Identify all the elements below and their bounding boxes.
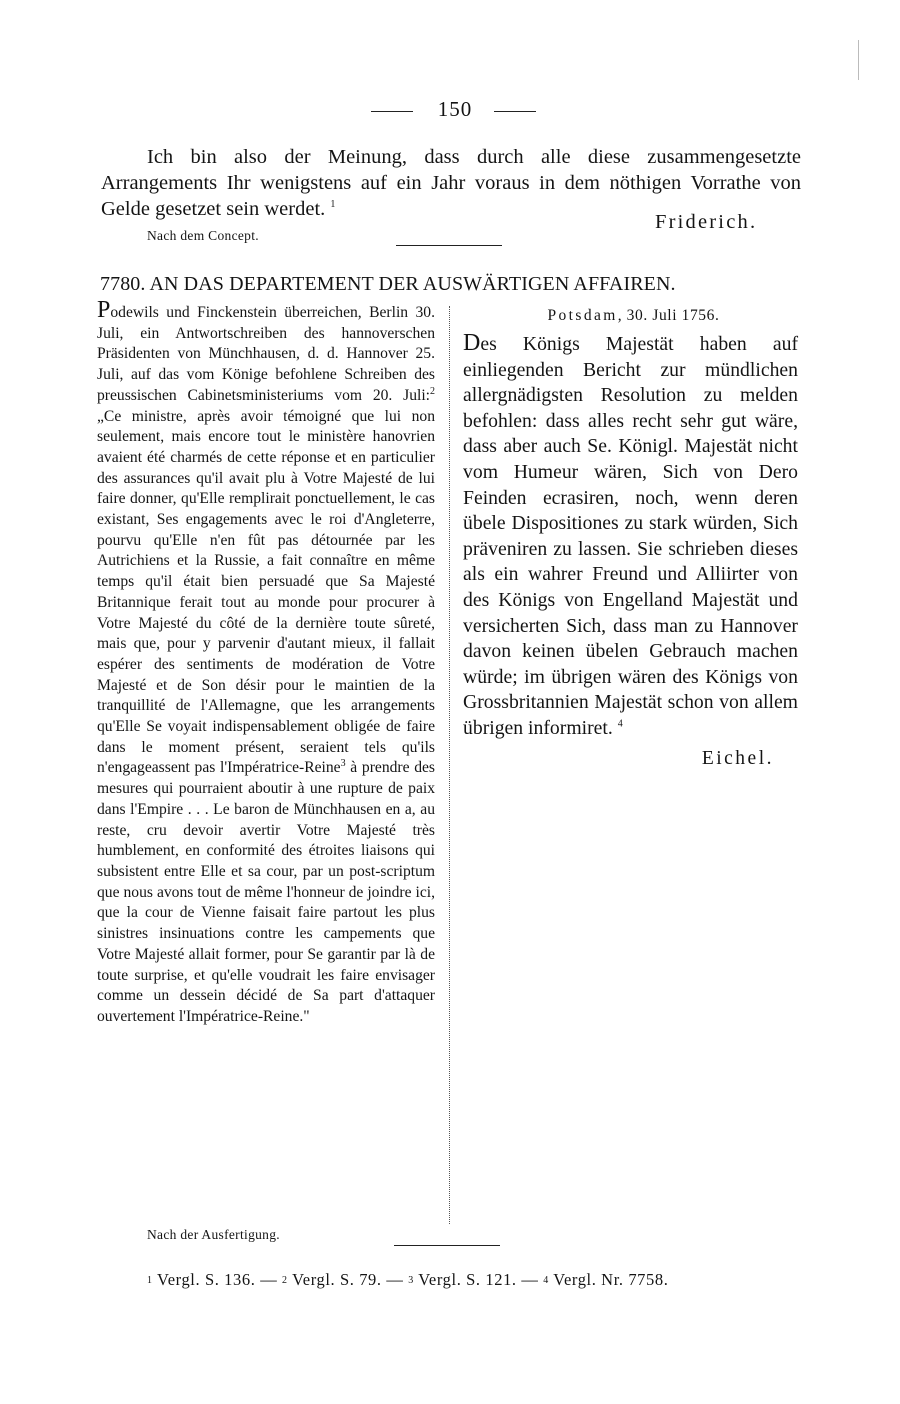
- footnote-ref: 2: [430, 385, 435, 397]
- document-number: 7780.: [100, 273, 146, 295]
- document-heading: [100, 273, 800, 296]
- page-number-dash-left: [371, 111, 413, 112]
- page-number-text: 150: [437, 97, 473, 121]
- footnote-ref: 3: [340, 758, 346, 770]
- right-text: [463, 332, 798, 742]
- footnote-number: 2: [282, 1275, 288, 1286]
- drop-initial-left: P: [97, 297, 111, 323]
- footnote-number: 1: [147, 1275, 153, 1286]
- left-text-part3: à prendre des mesures qui pourraient aboutir à une rupture de paix dans l'Empire . . . Le baron de Münchhausen en a, au reste, cru devoir avertir Votre Majesté très humblement, en conformité des étroites liaisons qui subsistent entre Elle et sa cour, par un post-scriptum que nous avons tout de même l'honneur de joindre ici, que la cour de Vienne faisait faire partout les plus sinistres insinuations contre les campements que Votre Majesté allait former, pour Se garantir par là de toute surprise, et qu'elle voudrait les faire envisager comme un dessein décidé de Sa part d'attaquer ouvertement l'Impératrice-Reine.": [97, 759, 436, 1025]
- footnote-separator: —: [386, 1270, 404, 1289]
- date: , 30. Juli 1756.: [617, 307, 720, 324]
- left-text-part1: odewils und Finckenstein überreichen, Berlin 30. Juli, ein Antwortschreiben des hannoverschen Präsidenten von Münchhausen, d. d. Hannover 25. Juli, auf das vom Könige befohlene Schreiben des preussischen Cabinetsministeriums vom 20. Juli:: [97, 304, 435, 404]
- footnote-text: Vergl. S. 79.: [292, 1270, 382, 1289]
- footnote-ref: 4: [617, 718, 623, 730]
- left-text-part2: „Ce ministre, après avoir témoigné que lui non seulement, mais encore tout le ministère hanovrien avaient été charmés de cette réponse et en particulier des assurances qu'il avait plu à Votre Majesté de lui faire donner, qu'Elle remplirait ponctuellement, le cas existant, Ses engagements avec le roi d'Angleterre, pourvu qu'Elle n'en fût pas détournée par les Autrichiens et la Russie, a fait connaître en même temps qu'il était bien persuadé que Sa Majesté Britannique ferait tout au monde pour procurer à Votre Majesté du côté de la dernière toute sûreté, mais que, pour y parvenir d'autant mieux, il fallait espérer des sentiments de modération de Votre Majesté et de Son désir pour le maintien de la tranquillité de l'Allemagne, que les arrangements qu'Elle Se voyait indispensablement obligée de faire dans le moment présent, seraient tels qu'ils n'engageassent pas l'Impératrice-Reine: [97, 407, 435, 777]
- footnote-separator: —: [521, 1270, 539, 1289]
- footnote-text: Vergl. Nr. 7758.: [553, 1270, 669, 1289]
- left-column: [97, 297, 436, 1028]
- source-note-ausfertigung: Nach der Ausfertigung.: [147, 1227, 280, 1242]
- page-number: [0, 97, 900, 127]
- document-title: AN DAS DEPARTEMENT DER AUSWÄRTIGEN AFFAIREN.: [149, 273, 676, 295]
- intro-text: Ich bin also der Meinung, dass durch alle diese zusammengesetzte Arrangements Ihr wenigstens auf ein Jahr voraus in dem nöthigen Vorrathe von Gelde gesetzet sein werdet.: [101, 146, 801, 220]
- right-text-body: es Königs Majestät haben auf einliegenden Bericht zur mündlichen allergnädigsten Resolution zu melden befohlen: dass alles recht sehr gut wäre, dass aber auch Se. Königl. Majestät nicht vom Humeur wären, Sich von Dero Feinden ecrasiren, noch, wenn deren übele Dispositiones zu stark würden, Sich präveniren zu lassen. Sie schrieben dieses als ein wahrer Freund und Alliirter von des Königs von Engelland Majestät und versicherten Sich, dass man zu Hannover davon keinen übelen Gebrauch machen würde; im übrigen wären des Königs von Grossbritannien Majestät schon von allem übrigen informiret.: [463, 333, 798, 739]
- footnote-separator: —: [260, 1270, 278, 1289]
- footnote-rule: [394, 1245, 500, 1246]
- section-rule: [396, 245, 502, 246]
- source-note-concept: Nach dem Concept.: [147, 228, 259, 243]
- right-column: [463, 303, 798, 770]
- column-divider: [449, 306, 450, 1224]
- footnotes: [147, 1270, 807, 1290]
- place-date: [469, 303, 798, 329]
- footnote-number: 4: [543, 1275, 549, 1286]
- footnote-number: 3: [408, 1275, 414, 1286]
- scan-margin-mark: [858, 40, 859, 80]
- drop-initial-right: D: [463, 330, 481, 356]
- signature-eichel: Eichel.: [701, 747, 774, 769]
- footnote-text: Vergl. S. 121.: [418, 1270, 517, 1289]
- footnote-text: Vergl. S. 136.: [157, 1270, 256, 1289]
- footnote-ref: 1: [330, 199, 336, 211]
- place: Potsdam: [547, 307, 618, 324]
- page-number-dash-right: [494, 111, 536, 112]
- signature-friderich: Friderich.: [655, 211, 758, 233]
